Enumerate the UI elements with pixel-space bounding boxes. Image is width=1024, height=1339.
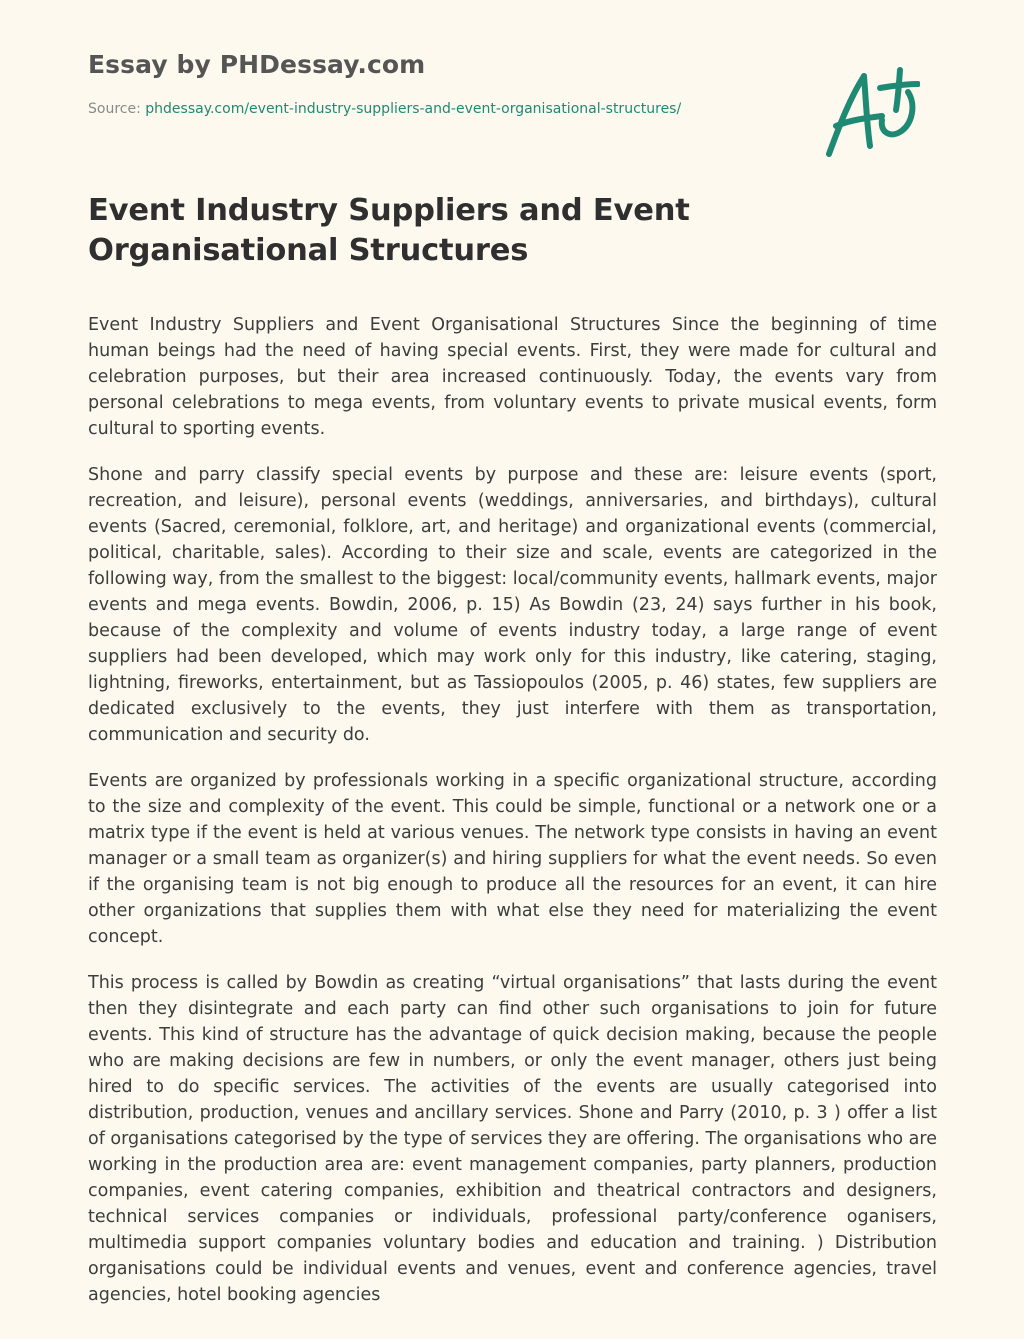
paragraph: This process is called by Bowdin as creating “virtual organisations” that lasts during the event then they disintegrate and each party can find other such organisations to join for future events. This kind of structure has the advantage of quick decision making, because the people who are making decisions are few in numbers, or only the event manager, others just being hired to do specific services. The activities of the events are usually categorised into distribution, production, venues and ancillary services. Shone and Parry (2010, p. 3 ) offer a list of organisations categorised by the type of services they are offering. The organisations who are working in the production area are: event management companies, party planners, production companies, event catering companies, exhibition and theatrical contractors and designers, technical services companies or individuals, professional party/conference oganisers, multimedia support companies voluntary bodies and education and training. ) Distribution organisations could be individual events and venues, event and conference agencies, travel agencies, hotel booking agencies xyxy=(88,973,937,1305)
essay-body xyxy=(88,312,937,1328)
paragraph: Events are organized by professionals working in a specific organizational structure, according to the size and complexity of the event. This could be simple, functional or a network one or a matrix type if the event is held at various venues. The network type consists in having an event manager or a small team as organizer(s) and hiring suppliers for what the event needs. So even if the organising team is not big enough to produce all the resources for an event, it can hire other organizations that supplies them with what else they need for materializing the event concept. xyxy=(88,771,937,947)
source-label: Source: xyxy=(88,101,141,117)
paragraph: Event Industry Suppliers and Event Organisational Structures Since the beginning of time human beings had the need of having special events. First, they were made for cultural and celebration purposes, but their area increased continuously. Today, the events vary from personal celebrations to mega events, from voluntary events to private musical events, form cultural to sporting events. xyxy=(88,315,937,439)
essay-page xyxy=(88,0,937,1339)
brand-name: Essay by PHDessay.com xyxy=(88,50,426,79)
a-plus-logo-icon xyxy=(820,62,920,162)
source-link[interactable]: phdessay.com/event-industry-suppliers-and-event-organisational-structures/ xyxy=(145,101,682,117)
paragraph: Shone and parry classify special events by purpose and these are: leisure events (sport, recreation, and leisure), personal events (weddings, anniversaries, and birthdays), cultural events (Sacred, ceremonial, folklore, art, and heritage) and organizational events (commercial, political, charitable, sales). According to their size and scale, events are categorized in the following way, from the smallest to the biggest: local/community events, hallmark events, major events and mega events. Bowdin, 2006, p. 15) As Bowdin (23, 24) says further in his book, because of the complexity and volume of events industry today, a large range of event suppliers had been developed, which may work only for this industry, like catering, staging, lightning, fireworks, entertainment, but as Tassiopoulos (2005, p. 46) states, few suppliers are dedicated exclusively to the events, they just interfere with them as transportation, communication and security do. xyxy=(88,465,937,745)
source-line xyxy=(88,101,681,117)
page-title: Event Industry Suppliers and Event Organisational Structures xyxy=(88,193,690,268)
